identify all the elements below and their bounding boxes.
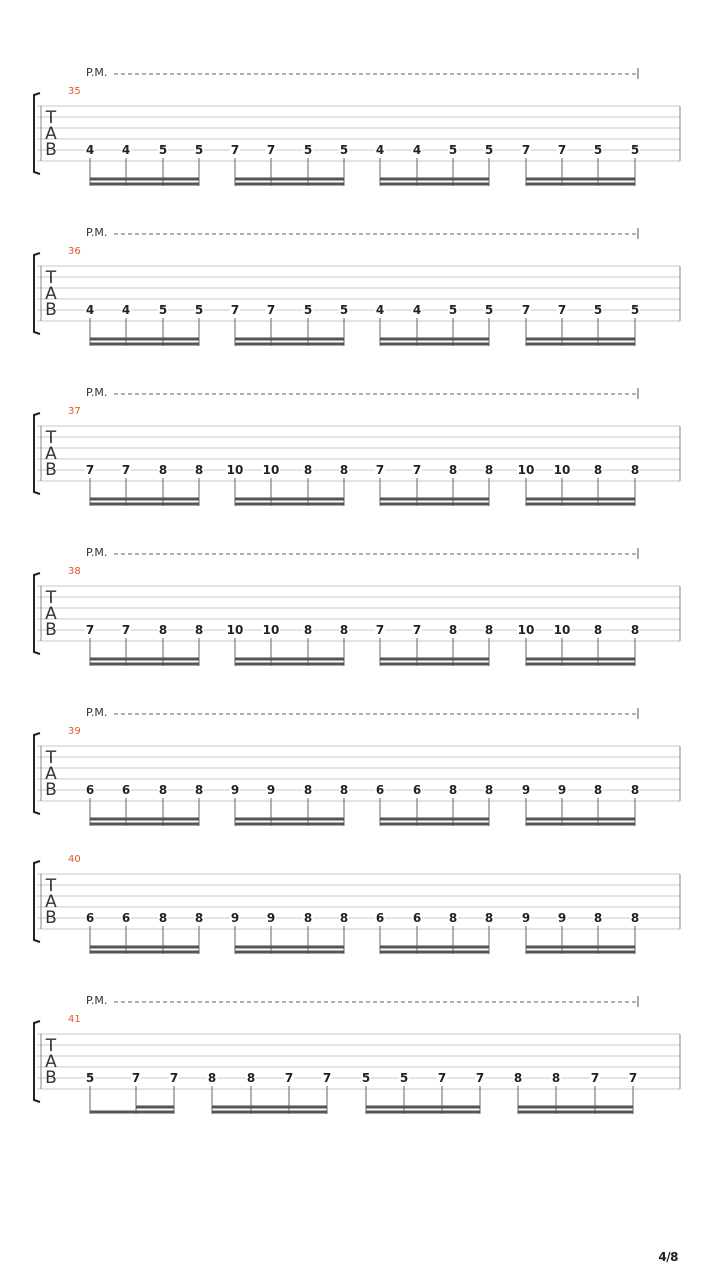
fret-number: 4: [121, 143, 131, 157]
fret-number: 8: [593, 911, 603, 925]
note-beam: [380, 498, 489, 501]
measure-number: 40: [68, 854, 81, 865]
note-beam: [526, 823, 635, 826]
note-beam: [526, 946, 635, 949]
note-beam: [235, 338, 344, 341]
note-beam: [380, 503, 489, 506]
fret-number: 6: [85, 911, 95, 925]
note-beam: [380, 946, 489, 949]
fret-number: 8: [303, 911, 313, 925]
fret-number: 8: [448, 911, 458, 925]
fret-number: 5: [158, 143, 168, 157]
note-beam: [90, 1111, 174, 1114]
fret-number: 8: [303, 623, 313, 637]
fret-number: 9: [557, 783, 567, 797]
measure-number: 39: [68, 726, 81, 737]
fret-number: 5: [399, 1071, 409, 1085]
fret-number: 7: [412, 623, 422, 637]
system-bracket: [34, 253, 40, 334]
note-beam: [380, 818, 489, 821]
tab-clef-letter: A: [45, 124, 57, 144]
fret-number: 8: [448, 463, 458, 477]
fret-number: 10: [226, 623, 244, 637]
note-beam: [526, 818, 635, 821]
note-beam: [380, 951, 489, 954]
fret-number: 7: [230, 303, 240, 317]
fret-number: 9: [521, 911, 531, 925]
page-number: 4/8: [658, 1250, 678, 1264]
tab-clef-letter: A: [45, 1052, 57, 1072]
fret-number: 5: [85, 1071, 95, 1085]
fret-number: 4: [375, 303, 385, 317]
fret-number: 10: [262, 463, 280, 477]
fret-number: 8: [246, 1071, 256, 1085]
system-bracket: [34, 573, 40, 654]
fret-number: 5: [484, 143, 494, 157]
note-beam: [90, 946, 199, 949]
measure-number: 36: [68, 246, 81, 257]
note-beam: [526, 498, 635, 501]
note-beam: [366, 1111, 480, 1114]
note-beam: [380, 823, 489, 826]
fret-number: 6: [85, 783, 95, 797]
fret-number: 4: [85, 143, 95, 157]
fret-number: 7: [266, 143, 276, 157]
fret-number: 7: [557, 303, 567, 317]
note-beam: [366, 1106, 480, 1109]
fret-number: 7: [521, 143, 531, 157]
tab-clef-letter: A: [45, 604, 57, 624]
tab-clef-letter: A: [45, 764, 57, 784]
tab-clef-letter: A: [45, 444, 57, 464]
fret-number: 5: [484, 303, 494, 317]
note-beam: [235, 503, 344, 506]
fret-number: 5: [339, 143, 349, 157]
fret-number: 7: [322, 1071, 332, 1085]
fret-number: 7: [521, 303, 531, 317]
fret-number: 6: [121, 783, 131, 797]
measure-number: 37: [68, 406, 81, 417]
note-beam: [235, 663, 344, 666]
fret-number: 8: [194, 911, 204, 925]
note-beam: [518, 1111, 633, 1114]
measure-number: 41: [68, 1014, 81, 1025]
note-beam: [90, 183, 199, 186]
fret-number: 8: [630, 623, 640, 637]
fret-number: 8: [448, 623, 458, 637]
fret-number: 7: [628, 1071, 638, 1085]
fret-number: 5: [448, 143, 458, 157]
fret-number: 9: [230, 911, 240, 925]
tab-clef-letter: B: [45, 300, 57, 320]
fret-number: 6: [121, 911, 131, 925]
tab-clef-letter: A: [45, 284, 57, 304]
fret-number: 10: [553, 463, 571, 477]
fret-number: 7: [121, 623, 131, 637]
tab-clef-letter: B: [45, 620, 57, 640]
fret-number: 4: [375, 143, 385, 157]
note-beam: [212, 1106, 327, 1109]
fret-number: 8: [484, 463, 494, 477]
fret-number: 4: [85, 303, 95, 317]
note-beam: [90, 498, 199, 501]
fret-number: 8: [194, 463, 204, 477]
fret-number: 5: [194, 143, 204, 157]
tab-clef-letter: T: [45, 1036, 57, 1056]
fret-number: 8: [551, 1071, 561, 1085]
palm-mute-label: P.M.: [86, 706, 108, 719]
note-beam: [235, 818, 344, 821]
note-beam: [235, 951, 344, 954]
fret-number: 8: [513, 1071, 523, 1085]
fret-number: 5: [361, 1071, 371, 1085]
fret-number: 7: [131, 1071, 141, 1085]
fret-number: 4: [121, 303, 131, 317]
note-beam: [526, 183, 635, 186]
fret-number: 7: [230, 143, 240, 157]
tab-clef-letter: A: [45, 892, 57, 912]
fret-number: 9: [266, 911, 276, 925]
fret-number: 6: [375, 783, 385, 797]
fret-number: 7: [412, 463, 422, 477]
fret-number: 8: [158, 911, 168, 925]
fret-number: 9: [266, 783, 276, 797]
fret-number: 8: [630, 463, 640, 477]
note-beam: [518, 1106, 633, 1109]
note-beam: [380, 178, 489, 181]
note-beam: [235, 343, 344, 346]
note-beam: [136, 1106, 174, 1109]
fret-number: 5: [303, 303, 313, 317]
note-beam: [526, 951, 635, 954]
fret-number: 8: [630, 783, 640, 797]
fret-number: 6: [375, 911, 385, 925]
note-beam: [235, 498, 344, 501]
fret-number: 8: [484, 623, 494, 637]
fret-number: 8: [630, 911, 640, 925]
fret-number: 7: [284, 1071, 294, 1085]
note-beam: [380, 183, 489, 186]
fret-number: 5: [194, 303, 204, 317]
fret-number: 7: [85, 463, 95, 477]
fret-number: 8: [593, 623, 603, 637]
fret-number: 8: [593, 783, 603, 797]
note-beam: [526, 178, 635, 181]
palm-mute-label: P.M.: [86, 386, 108, 399]
fret-number: 6: [412, 911, 422, 925]
fret-number: 8: [303, 783, 313, 797]
fret-number: 8: [194, 783, 204, 797]
fret-number: 8: [158, 783, 168, 797]
tab-clef-letter: T: [45, 428, 57, 448]
fret-number: 8: [448, 783, 458, 797]
fret-number: 7: [169, 1071, 179, 1085]
tab-clef-letter: T: [45, 876, 57, 896]
palm-mute-label: P.M.: [86, 66, 108, 79]
fret-number: 5: [339, 303, 349, 317]
note-beam: [526, 343, 635, 346]
fret-number: 7: [375, 463, 385, 477]
tab-clef-letter: B: [45, 460, 57, 480]
fret-number: 8: [158, 463, 168, 477]
note-beam: [380, 343, 489, 346]
fret-number: 8: [339, 463, 349, 477]
fret-number: 10: [517, 623, 535, 637]
fret-number: 8: [194, 623, 204, 637]
fret-number: 8: [593, 463, 603, 477]
tab-clef-letter: T: [45, 268, 57, 288]
tab-clef-letter: T: [45, 588, 57, 608]
note-beam: [90, 818, 199, 821]
system-bracket: [34, 861, 40, 942]
note-beam: [526, 338, 635, 341]
fret-number: 7: [590, 1071, 600, 1085]
palm-mute-label: P.M.: [86, 994, 108, 1007]
fret-number: 7: [85, 623, 95, 637]
fret-number: 7: [266, 303, 276, 317]
note-beam: [90, 663, 199, 666]
note-beam: [90, 503, 199, 506]
fret-number: 10: [226, 463, 244, 477]
tab-clef-letter: T: [45, 108, 57, 128]
fret-number: 5: [158, 303, 168, 317]
fret-number: 5: [593, 143, 603, 157]
fret-number: 7: [475, 1071, 485, 1085]
note-beam: [235, 183, 344, 186]
system-bracket: [34, 1021, 40, 1102]
fret-number: 5: [448, 303, 458, 317]
fret-number: 5: [630, 303, 640, 317]
fret-number: 5: [593, 303, 603, 317]
fret-number: 9: [521, 783, 531, 797]
tab-clef-letter: B: [45, 140, 57, 160]
fret-number: 8: [303, 463, 313, 477]
measure-number: 35: [68, 86, 81, 97]
tab-clef-letter: T: [45, 748, 57, 768]
fret-number: 6: [412, 783, 422, 797]
note-beam: [235, 178, 344, 181]
fret-number: 5: [303, 143, 313, 157]
fret-number: 4: [412, 143, 422, 157]
fret-number: 8: [158, 623, 168, 637]
fret-number: 10: [553, 623, 571, 637]
fret-number: 7: [557, 143, 567, 157]
tab-clef-letter: B: [45, 908, 57, 928]
fret-number: 9: [230, 783, 240, 797]
fret-number: 8: [484, 783, 494, 797]
note-beam: [212, 1111, 327, 1114]
note-beam: [526, 663, 635, 666]
note-beam: [380, 663, 489, 666]
note-beam: [90, 658, 199, 661]
fret-number: 8: [339, 623, 349, 637]
palm-mute-label: P.M.: [86, 226, 108, 239]
fret-number: 10: [262, 623, 280, 637]
fret-number: 7: [121, 463, 131, 477]
palm-mute-label: P.M.: [86, 546, 108, 559]
measure-number: 38: [68, 566, 81, 577]
fret-number: 7: [437, 1071, 447, 1085]
fret-number: 7: [375, 623, 385, 637]
fret-number: 8: [339, 911, 349, 925]
note-beam: [380, 658, 489, 661]
fret-number: 8: [339, 783, 349, 797]
note-beam: [90, 343, 199, 346]
note-beam: [90, 338, 199, 341]
note-beam: [235, 658, 344, 661]
note-beam: [380, 338, 489, 341]
note-beam: [90, 178, 199, 181]
note-beam: [526, 658, 635, 661]
note-beam: [90, 823, 199, 826]
fret-number: 10: [517, 463, 535, 477]
fret-number: 5: [630, 143, 640, 157]
fret-number: 9: [557, 911, 567, 925]
fret-number: 4: [412, 303, 422, 317]
system-bracket: [34, 93, 40, 174]
fret-number: 8: [207, 1071, 217, 1085]
tab-clef-letter: B: [45, 1068, 57, 1088]
note-beam: [235, 946, 344, 949]
system-bracket: [34, 733, 40, 814]
system-bracket: [34, 413, 40, 494]
note-beam: [90, 951, 199, 954]
tab-clef-letter: B: [45, 780, 57, 800]
note-beam: [526, 503, 635, 506]
fret-number: 8: [484, 911, 494, 925]
note-beam: [235, 823, 344, 826]
